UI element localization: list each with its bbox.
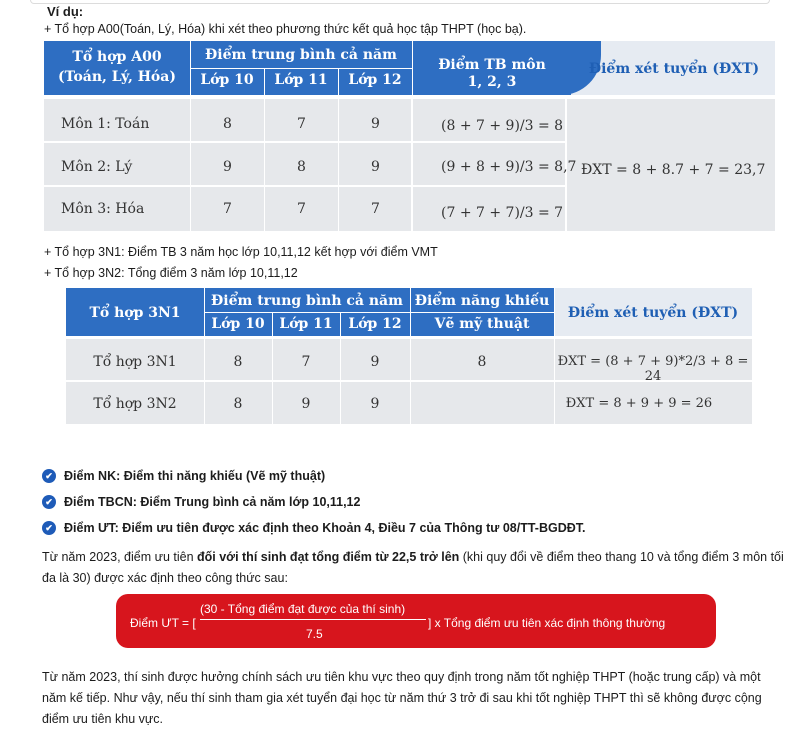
row1-tb: (8 + 7 + 9)/3 = 8: [441, 118, 564, 134]
definition-nk: [42, 469, 325, 483]
t2-row1-g12: 9: [370, 354, 380, 370]
header-tb: Điểm TB môn: [438, 57, 546, 73]
row2-subject: Môn 2: Lý: [61, 159, 133, 175]
t2-row1-g10: 8: [233, 354, 243, 370]
row2-g11: 8: [297, 159, 306, 175]
check-circle-icon: ✔: [42, 469, 56, 483]
t2-row1-g11: 7: [301, 354, 311, 370]
table-3n: [66, 288, 752, 424]
header-grade12: Lớp 12: [348, 72, 402, 88]
row1-subject: Môn 1: Toán: [61, 116, 150, 132]
t2-header-grade10: Lớp 10: [211, 316, 265, 332]
dxt-value: ĐXT = 8 + 8.7 + 7 = 23,7: [581, 162, 766, 178]
header-grade11: Lớp 11: [274, 72, 328, 88]
previous-box-edge: [30, 0, 770, 4]
t2-row2-g12: 9: [370, 396, 380, 412]
row1-g11: 7: [297, 116, 306, 132]
definition-ut: [42, 521, 585, 535]
line-a00: + Tổ hợp A00(Toán, Lý, Hóa) khi xét theo phương thức kết quả học tập THPT (học bạ).: [44, 22, 527, 36]
formula-numerator: (30 - Tổng điểm đạt được của thí sinh): [200, 602, 406, 616]
definition-ut-text: Điểm ƯT: Điểm ưu tiên được xác định theo Khoản 4, Điều 7 của Thông tư 08/TT-BGDĐT.: [64, 521, 586, 535]
example-title: Ví dụ:: [47, 4, 84, 19]
row3-subject: Môn 3: Hóa: [61, 201, 145, 217]
paragraph-priority-bold: đối với thí sinh đạt tổng điểm từ 22,5 trở lên: [197, 550, 460, 564]
t2-header-grade12: Lớp 12: [348, 316, 402, 332]
row1-g12: 9: [371, 116, 380, 132]
row2-tb: (9 + 8 + 9)/3 = 8,7: [441, 159, 577, 175]
t2-header-avg: Điểm trung bình cả năm: [211, 293, 403, 309]
t2-row1-combo: Tổ hợp 3N1: [93, 354, 177, 370]
t2-row2-dxt: ĐXT = 8 + 9 + 9 = 26: [565, 396, 713, 411]
paragraph-priority: Từ năm 2023, điểm ưu tiên đối với thí sinh đạt tổng điểm từ 22,5 trở lên (khi quy đổi về điểm theo thang 10 và tổng điểm 3 môn tối đa là 30) được xác định theo công thức sau:: [42, 550, 784, 585]
definition-tbcn-text: Điểm TBCN: Điểm Trung bình cả năm lớp 10,11,12: [64, 495, 361, 509]
line-3n1: + Tổ hợp 3N1: Điểm TB 3 năm học lớp 10,11,12 kết hợp với điểm VMT: [44, 245, 438, 259]
row2-g12: 9: [371, 159, 380, 175]
t2-header-grade11: Lớp 11: [279, 316, 333, 332]
check-circle-icon: ✔: [42, 521, 56, 535]
table-a00: [44, 41, 775, 231]
header-dxt: Điểm xét tuyển (ĐXT): [588, 61, 760, 77]
row3-g10: 7: [223, 201, 232, 217]
line-3n2: + Tổ hợp 3N2: Tổng điểm 3 năm lớp 10,11,12: [44, 266, 298, 280]
check-circle-icon: ✔: [42, 495, 56, 509]
header-combo-sub: (Toán, Lý, Hóa): [58, 69, 176, 85]
paragraph-region: Từ năm 2023, thí sinh được hưởng chính sách ưu tiên khu vực theo quy định trong năm tốt nghiệp THPT (hoặc trung cấp) và một năm kế tiếp. Như vậy, nếu thí sinh tham gia xét tuyển đại học từ năm thứ 3 trở đi sau khi tốt nghiệp THPT thì sẽ không được cộng điểm ưu tiên khu vực.: [42, 670, 762, 726]
definition-tbcn: [42, 495, 360, 509]
t2-header-talent-sub: Vẽ mỹ thuật: [434, 316, 530, 332]
row3-tb: (7 + 7 + 7)/3 = 7: [441, 205, 564, 221]
t2-row1-talent: 8: [477, 354, 487, 370]
t2-row2-combo: Tổ hợp 3N2: [93, 396, 177, 412]
t2-row2-g11: 9: [301, 396, 311, 412]
header-tb-sub: 1, 2, 3: [467, 74, 517, 90]
row2-g10: 9: [223, 159, 232, 175]
t2-header-dxt: Điểm xét tuyển (ĐXT): [567, 305, 739, 321]
formula-box: [116, 594, 716, 648]
row3-g12: 7: [371, 201, 380, 217]
header-avg: Điểm trung bình cả năm: [205, 47, 397, 63]
fraction-bar: [200, 619, 426, 620]
row3-g11: 7: [297, 201, 306, 217]
t2-row2-g10: 8: [233, 396, 243, 412]
row1-g10: 8: [223, 116, 232, 132]
definition-nk-text: Điểm NK: Điểm thi năng khiếu (Vẽ mỹ thuật): [64, 469, 326, 483]
formula-label: Điểm ƯT = [: [130, 616, 196, 630]
formula-suffix: ] x Tổng điểm ưu tiên xác định thông thường: [428, 616, 666, 630]
t2-header-talent: Điểm năng khiếu: [414, 293, 550, 309]
formula-denominator: 7.5: [306, 627, 323, 641]
t2-header-combo: Tổ hợp 3N1: [89, 305, 181, 321]
header-combo: Tổ hợp A00: [72, 49, 162, 65]
t2-row1-dxt: ĐXT = (8 + 7 + 9)*2/3 + 8 = 24: [557, 354, 749, 384]
header-grade10: Lớp 10: [200, 72, 254, 88]
